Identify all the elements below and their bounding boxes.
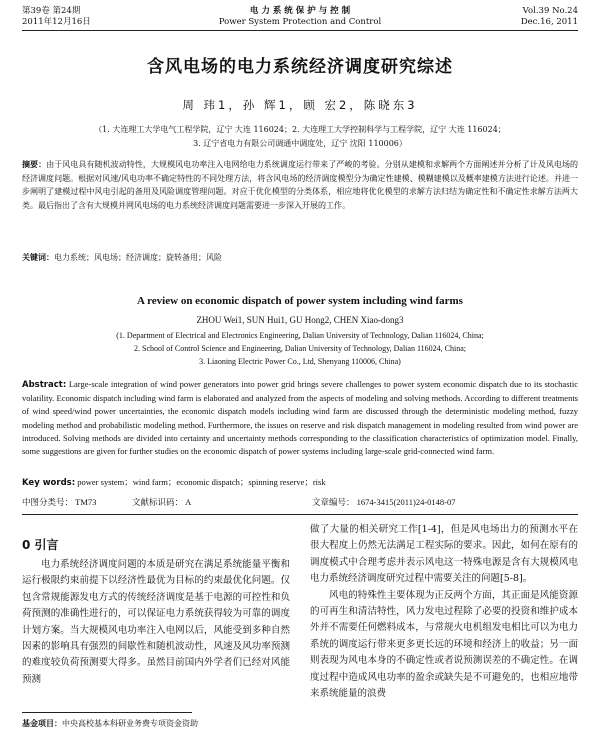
page-header	[22, 6, 578, 30]
left-column-paragraph: 电力系统经济调度问题的本质是研究在满足系统能量平衡和运行极限约束前提下以经济性最优为目标的约束最优化问题。仅包含常规能源发电方式的传统经济调度是基于电源的可控性和负荷预测的准确性进行的，可以保证电力系统获得较为可靠的调度计划方案。当大规模风电功率注入电网以后，风能受到多种自然因素的影响具有强烈的间歇性和随机波动性，风速及风功率预测的难度较负荷预测要大得多。虽然目前国内外学者们已经对风能预测	[22, 559, 290, 685]
right-column-paragraph-2: 风电的特殊性主要体现为正反两个方面，其正面是风能资源的可再生和清洁特性，风力发电过程除了必要的投资和维护成本外并不需要任何燃料成本，与常规火电机组发电相比可以为电力系统的调度运行带来更多更长远的环境和经济上的收益；另一面则表现为风电本身的不确定性或者说预测误差的不确定性。在调度过程中造成风电功率的盈余或缺失是不可避免的，也相应地带来系统能量的浪费	[310, 589, 578, 700]
section-heading: 0 引言	[22, 538, 59, 552]
authors-en: ZHOU Wei1, SUN Hui1, GU Hong2, CHEN Xiao-dong3	[196, 315, 404, 325]
header-volume-cn: 第39卷 第24期	[22, 6, 81, 16]
funding-text: 中央高校基本科研业务费专项资金资助	[62, 719, 198, 728]
keywords-en	[22, 476, 578, 488]
funding-note	[22, 718, 198, 729]
abstract-cn	[22, 158, 578, 212]
header-rule	[22, 30, 578, 31]
footnote-rule	[22, 712, 192, 713]
keywords-cn-text: 电力系统；风电场；经济调度；旋转备用；风险	[54, 253, 222, 262]
keywords-en-text: power system；wind farm；economic dispatch；spinning reserve；risk	[77, 477, 326, 487]
affiliation-cn-1: （1. 大连理工大学电气工程学院，辽宁 大连 116024；2. 大连理工大学控制科学与工程学院，辽宁 大连 116024；	[94, 125, 506, 134]
paper-title-cn: 含风电场的电力系统经济调度研究综述	[147, 57, 453, 77]
affiliation-cn-2: 3. 辽宁省电力有限公司调通中调度处，辽宁 沈阳 110006）	[193, 139, 407, 148]
right-column	[310, 522, 578, 702]
authors-cn: 周 玮1，孙 辉1，顾 宏2，陈晓东3	[182, 98, 418, 112]
paper-title-en: A review on economic dispatch of power system including wind farms	[137, 295, 463, 307]
article-value: 1674-3415(2011)24-0148-07	[356, 497, 456, 507]
header-date-cn: 2011年12月16日	[22, 17, 91, 27]
abstract-cn-text: 由于风电具有随机波动特性，大规模风电功率注入电网给电力系统调度运行带来了严峻的考验。分别从建模和求解两个方面阐述并分析了计及风电场的经济调度问题。根据对风速/风电功率不确定特性的不同处理方法，将含风电场的经济调度模型分为确定性建模、模糊建模以及概率建模方法进行论述。并进一步阐明了建模过程中风电引起的备用及风险调度管理问题。对应于优化模型的分类体系，相应地将优化模型的求解方法归结为确定性和不确定性求解方法两大类。最后指出了含有大规模并网风电场的电力系统经济调度问题需要进一步深入开展的工作。	[22, 160, 579, 210]
header-journal-cn: 电 力 系 统 保 护 与 控 制	[249, 6, 351, 16]
header-right	[521, 6, 578, 28]
clc-number	[22, 496, 96, 508]
funding-label: 基金项目：	[22, 719, 62, 728]
header-volume-en: Vol.39 No.24	[522, 6, 578, 16]
abstract-en	[22, 378, 578, 458]
body-rule	[22, 514, 578, 515]
doc-value: A	[185, 497, 192, 507]
keywords-cn-label: 关键词：	[22, 253, 54, 262]
header-journal-en: Power System Protection and Control	[218, 17, 382, 27]
header-date-en: Dec.16, 2011	[520, 17, 578, 27]
left-column	[22, 557, 290, 688]
article-label: 文章编号：	[312, 497, 355, 507]
abstract-en-label: Abstract:	[22, 380, 67, 390]
affiliation-en-2: 2. School of Control Science and Engineering, Dalian University of Technology, Dalian 116024, China;	[134, 344, 466, 353]
keywords-en-label: Key words:	[22, 478, 76, 488]
doc-code	[132, 496, 191, 508]
article-number	[312, 496, 455, 508]
header-center	[22, 6, 578, 28]
affiliation-en-1: (1. Department of Electrical and Electronics Engineering, Dalian University of Technology, Dalian 116024, China;	[116, 331, 484, 340]
affiliation-en-3: 3. Liaoning Electric Power Co., Ltd, Shenyang 110006, China)	[199, 357, 401, 366]
abstract-en-text: Large-scale integration of wind power generators into power grid brings severe challenges to power system economic dispatch due to its stochastic volatility. Economic dispatch including wind farm is elaborated and analyzed from the aspects of modeling and solving methods. According to different treatments of wind speed/wind power uncertainties, the economic dispatch models including wind farm are discussed through the deterministic modeling method, fuzzy modeling method and probabilistic modeling method. Furthermore, the issues on reserve and risk dispatch management in modeling resulted from wind power are introduced. Solving methods are divided into certainty and uncertainty methods corresponding to the classification characteristics of optimization model. Finally, some suggestions are given for further studies on the economic dispatch of power systems including large-scale grid-connected wind farm.	[22, 379, 579, 457]
abstract-cn-label: 摘要：	[22, 160, 47, 169]
clc-value: TM73	[75, 497, 97, 507]
right-column-paragraph-1: 做了大量的相关研究工作[1-4]，但是风电场出力的预测水平在很大程度上仍然无法满足工程实际的要求。因此，如何在原有的调度模式中合理考虑并表示风电这一特殊电源是含有大规模风电电力系统经济调度研究过程中需要关注的问题[5-8]。	[310, 524, 578, 585]
doc-label: 文献标识码：	[132, 497, 184, 507]
clc-label: 中图分类号：	[22, 497, 74, 507]
keywords-cn	[22, 252, 578, 263]
